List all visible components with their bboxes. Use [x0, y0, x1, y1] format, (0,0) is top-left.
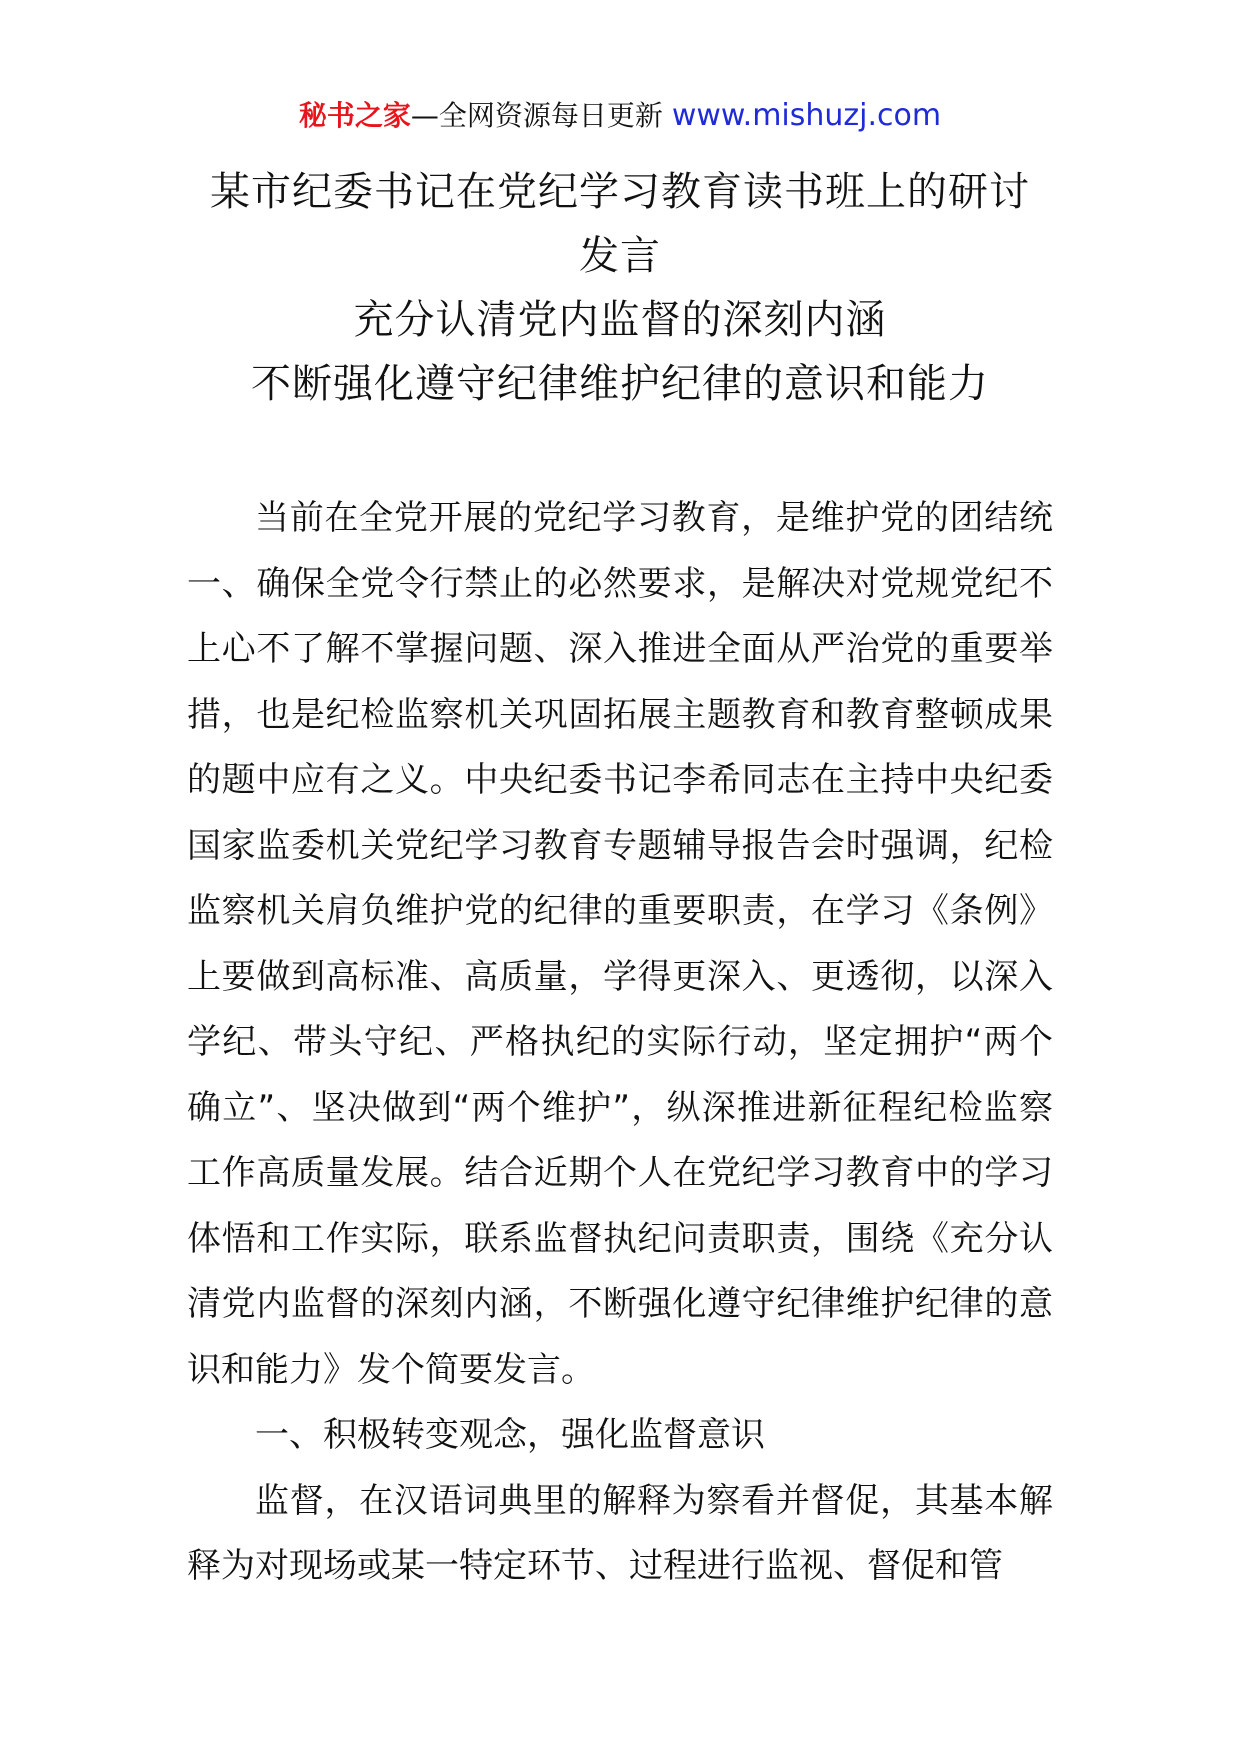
body-paragraph-2: 监督，在汉语词典里的解释为察看并督促，其基本解释为对现场或某一特定环节、过程进行监视、督促和管	[187, 1480, 1053, 1586]
site-url-link[interactable]: www.mishuzj.com	[671, 98, 942, 133]
document-title-line-1: 某市纪委书记在党纪学习教育读书班上的研讨	[210, 169, 1030, 215]
site-header	[0, 96, 1240, 136]
document-body	[187, 486, 1053, 1600]
document-subtitle-line-2: 不断强化遵守纪律维护纪律的意识和能力	[251, 361, 989, 407]
site-slogan: —全网资源每日更新	[410, 99, 672, 132]
document-title-line-2: 发言	[579, 233, 661, 279]
title-block	[0, 160, 1240, 416]
body-paragraph-1: 当前在全党开展的党纪学习教育，是维护党的团结统一、确保全党令行禁止的必然要求，是解决对党规党纪不上心不了解不掌握问题、深入推进全面从严治党的重要举措，也是纪检监察机关巩固拓展主题教育和教育整顿成果的题中应有之义。中央纪委书记李希同志在主持中央纪委国家监委机关党纪学习教育专题辅导报告会时强调，纪检监察机关肩负维护党的纪律的重要职责，在学习《条例》上要做到高标准、高质量，学得更深入、更透彻，以深入学纪、带头守纪、严格执纪的实际行动，坚定拥护“两个确立”、坚决做到“两个维护”，纵深推进新征程纪检监察工作高质量发展。结合近期个人在党纪学习教育中的学习体悟和工作实际，联系监督执纪问责职责，围绕《充分认清党内监督的深刻内涵，不断强化遵守纪律维护纪律的意识和能力》发个简要发言。	[187, 498, 1053, 1390]
site-name: 秘书之家	[298, 99, 411, 132]
section-heading-1: 一、积极转变观念，强化监督意识	[255, 1415, 765, 1455]
document-subtitle-line-1: 充分认清党内监督的深刻内涵	[353, 297, 887, 343]
